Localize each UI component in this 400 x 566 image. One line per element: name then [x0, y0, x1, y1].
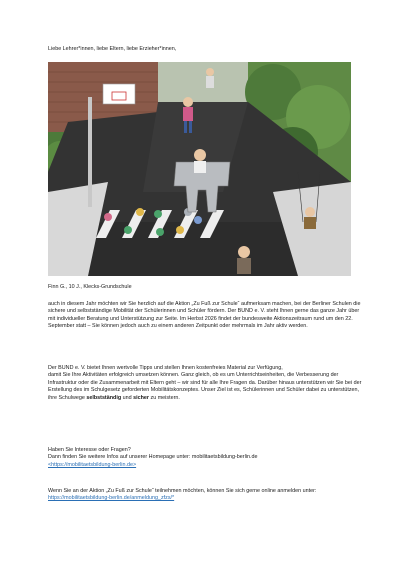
questions-heading: Haben Sie Interesse oder Fragen?	[48, 447, 131, 453]
bold-selbststaendig: selbstständig	[86, 394, 122, 401]
drawing-caption: Finn G., 10 J., Klecks-Grundschule	[48, 284, 132, 290]
registration-link[interactable]: https://mobilitaetsbildung-berlin.de/anmeldung_zfzs/*	[48, 495, 175, 502]
offer-end: zu meistern.	[150, 394, 180, 401]
bold-sicher: sicher	[133, 394, 149, 401]
children-drawing	[48, 62, 351, 276]
registration-paragraph	[48, 488, 366, 503]
registration-text: Wenn Sie an der Aktion „Zu Fuß zur Schule“ teilnehmen möchten, können Sie sich gerne online anmelden unter:	[48, 488, 317, 494]
homepage-link[interactable]: <https://mobilitaetsbildung-berlin.de>	[48, 461, 137, 468]
intro-paragraph: auch in diesem Jahr möchten wir Sie herzlich auf die Aktion „Zu Fuß zur Schule“ aufmerksam machen, bei der Berliner Schulen die sichere und selbstständige Mobilität der Schülerinnen und Schüler fördern. Der BUND e. V. steht Ihnen gerne das ganze Jahr über mit individueller Beratung und Unterstützung zur Seite. Im Herbst 2026 findet der bundesweite Aktionszeitraum rund um den 22. September statt – Sie können jedoch auch zu einem anderen Zeitpunkt oder mehrmals im Jahr aktiv werden.	[48, 301, 361, 330]
offer-and: und	[122, 394, 132, 401]
offer-line-2: damit Sie Ihre Aktivitäten erfolgreich umsetzen können. Ganz gleich, ob es um Unterrichtseinheiten, die Verbesserung der Infrastruktur oder die Zusammenarbeit mit Eltern geht – wir sind für alle Ihre Fragen da. Darüber hinaus unterstützen wir Sie bei der Erstellung des im Schulgesetz geforderten Mobilitätskonzeptes. Unser Ziel ist es, Schülerinnen und Schüler dabei zu unterstützen, ihre Schulwege	[48, 372, 362, 401]
offer-line-1: Der BUND e. V. bietet Ihnen wertvolle Tipps und stellen Ihnen kostenfreies Material zur Verfügung,	[48, 365, 283, 371]
questions-paragraph	[48, 447, 366, 469]
offer-paragraph	[48, 365, 366, 402]
greeting: Liebe Lehrer*innen, liebe Eltern, liebe Erzieher*innen,	[48, 46, 177, 52]
questions-text: Dann finden Sie weitere Infos auf unserer Homepage unter: mobilitaetsbildung-berlin.de	[48, 454, 258, 461]
